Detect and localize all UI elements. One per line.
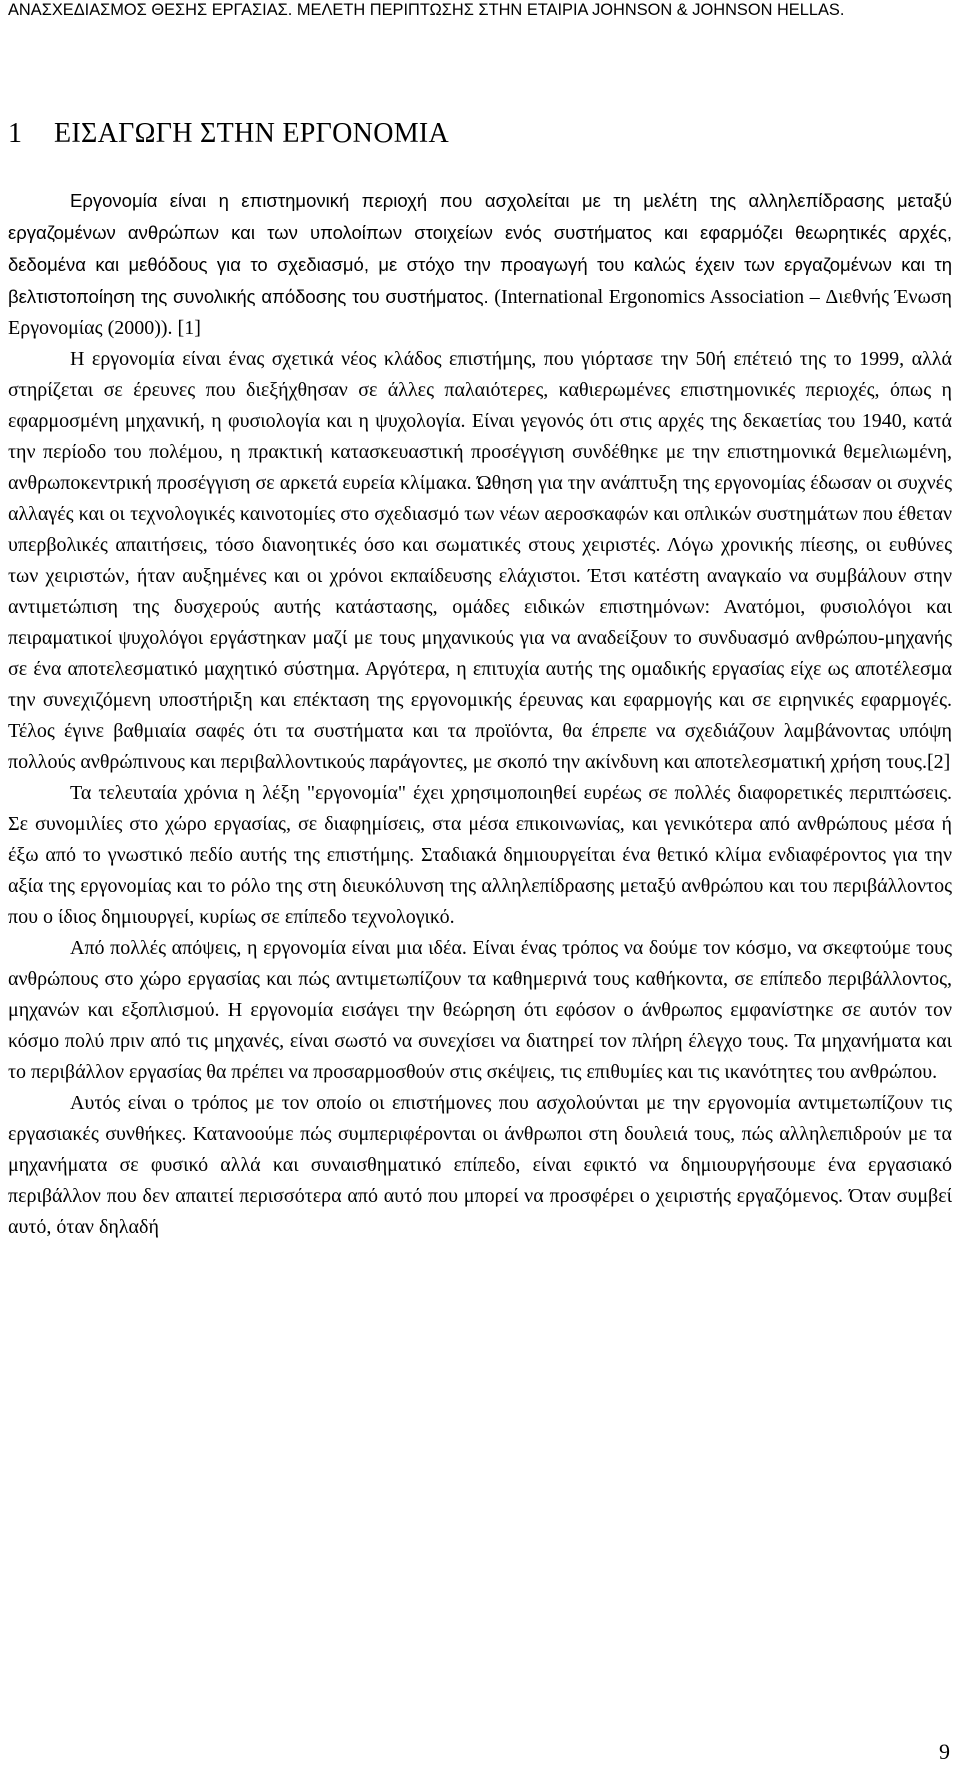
paragraph-definition-citation: (International Ergonomics Association – Διεθνής Ένωση Εργονομίας (2000)). [1] — [8, 286, 952, 339]
paragraph-definition-text: Εργονομία είναι η επιστημονική περιοχή που ασχολείται με τη μελέτη της αλληλεπίδρασης μεταξύ εργαζομένων ανθρώπων και των υπολοίπων στοιχείων ενός συστήματος και εφαρμόζει θεωρητικές αρχές, δεδομένα και μεθόδους για το σχεδιασμό, με στόχο την προαγωγή του καλώς έχειν των εργαζομένων και τη βελτιστοποίηση της συνολικής απόδοσης του συστήματος. — [8, 190, 952, 307]
paragraph-definition — [8, 185, 952, 344]
section-title: ΕΙΣΑΓΩΓΗ ΣΤΗΝ ΕΡΓΟΝΟΜΙΑ — [54, 118, 450, 149]
section-heading — [8, 118, 449, 150]
section-number: 1 — [8, 118, 23, 149]
paragraph-history: Η εργονομία είναι ένας σχετικά νέος κλάδος επιστήμης, που γιόρτασε την 50ή επέτειό της το 1999, αλλά στηρίζεται σε έρευνες που διεξήχθησαν σε άλλες παλαιότερες, καθιερωμένες επιστημονικές περιοχές, όπως η εφαρμοσμένη μηχανική, η φυσιολογία και η ψυχολογία. Είναι γεγονός ότι στις αρχές της δεκαετίας του 1940, κατά την περίοδο του πολέμου, η πρακτική κατασκευαστική προσέγγιση συνδέθηκε με την επιστημονικά θεμελιωμένη, ανθρωποκεντρική προσέγγιση σε αρκετά ευρεία κλίμακα. Ώθηση για την ανάπτυξη της εργονομίας έδωσαν οι συχνές αλλαγές και οι τεχνολογικές καινοτομίες στο σχεδιασμό των νέων αεροσκαφών και οπλικών συστημάτων που έθεταν υπερβολικές απαιτήσεις, τόσο διανοητικές όσο και σωματικές στους χειριστές. Λόγω χρονικής πίεσης, οι ευθύνες των χειριστών, ήταν αυξημένες και οι χρόνοι εκπαίδευσης ελάχιστοι. Έτσι κατέστη αναγκαίο να συμβάλουν στην αντιμετώπιση της δυσχερούς αυτής κατάστασης, ομάδες ειδικών επιστημόνων: Ανατόμοι, φυσιολόγοι και πειραματικοί ψυχολόγοι εργάστηκαν μαζί με τους μηχανικούς για να αναδείξουν το συνδυασμό ανθρώπου-μηχανής σε ένα αποτελεσματικό μαχητικό σύστημα. Αργότερα, η επιτυχία αυτής της ομαδικής εργασίας είχε ως αποτέλεσμα την συνεχιζόμενη υποστήριξη και επέκταση της εργονομικής έρευνας και εφαρμογής και σε ειρηνικές εφαρμογές. Τέλος έγινε βαθμιαία σαφές ότι τα συστήματα και τα προϊόντα, θα έπρεπε να σχεδιάζουν λαμβάνοντας υπόψη πολλούς ανθρώπινους και περιβαλλοντικούς παράγοντες, με σκοπό την ακίνδυνη και αποτελεσματική χρήση τους.[2] — [8, 348, 952, 773]
running-header: ΑΝΑΣΧΕΔΙΑΣΜΟΣ ΘΕΣΗΣ ΕΡΓΑΣΙΑΣ. ΜΕΛΕΤΗ ΠΕΡΙΠΤΩΣΗΣ ΣΤΗΝ ΕΤΑΙΡΙΑ JOHNSON & JOHNSON HELLAS. — [8, 1, 845, 19]
paragraph-recent-usage: Τα τελευταία χρόνια η λέξη "εργονομία" έχει χρησιμοποιηθεί ευρέως σε πολλές διαφορετικές περιπτώσεις. Σε συνομιλίες στο χώρο εργασίας, σε διαφημίσεις, στα μέσα επικοινωνίας, και γενικότερα από ανθρώπους μέσα ή έξω από το γνωστικό πεδίο αυτής της επιστήμης. Σταδιακά δημιουργείται ένα θετικό κλίμα ενδιαφέροντος για την αξία της εργονομίας και το ρόλο της στη διευκόλυνση της αλληλεπίδρασης μεταξύ ανθρώπου και του περιβάλλοντος που ο ίδιος δημιουργεί, κυρίως σε επίπεδο τεχνολογικό. — [8, 782, 952, 928]
body-text — [8, 185, 952, 1243]
paragraph-idea: Από πολλές απόψεις, η εργονομία είναι μια ιδέα. Είναι ένας τρόπος να δούμε τον κόσμο, να σκεφτούμε τους ανθρώπους στο χώρο εργασίας και πώς αντιμετωπίζουν τα καθημερινά τους καθήκοντα, σε επίπεδο περιβάλλοντος, μηχανών και εξοπλισμού. Η εργονομία εισάγει την θεώρηση ότι εφόσον ο άνθρωπος εμφανίστηκε σε αυτόν τον κόσμο πολύ πριν από τις μηχανές, είναι σωστό να συνεχίσει να διατηρεί τον πλήρη έλεγχο τους. Τα μηχανήματα και το περιβάλλον εργασίας θα πρέπει να προσαρμοσθούν στις σκέψεις, τις επιθυμίες και τις ικανότητες του ανθρώπου. — [8, 937, 952, 1083]
paragraph-approach: Αυτός είναι ο τρόπος με τον οποίο οι επιστήμονες που ασχολούνται με την εργονομία αντιμετωπίζουν τις εργασιακές συνθήκες. Κατανοούμε πώς συμπεριφέρονται οι άνθρωποι στη δουλειά τους, πώς αλληλεπιδρούν με τα μηχανήματα σε φυσικό αλλά και συναισθηματικό επίπεδο, είναι εφικτό να δημιουργήσουμε ένα εργασιακό περιβάλλον που δεν απαιτεί περισσότερα από αυτό που μπορεί να προσφέρει ο χειριστής εργαζόμενος. Όταν συμβεί αυτό, όταν δηλαδή — [8, 1092, 952, 1238]
page-number: 9 — [939, 1739, 950, 1764]
